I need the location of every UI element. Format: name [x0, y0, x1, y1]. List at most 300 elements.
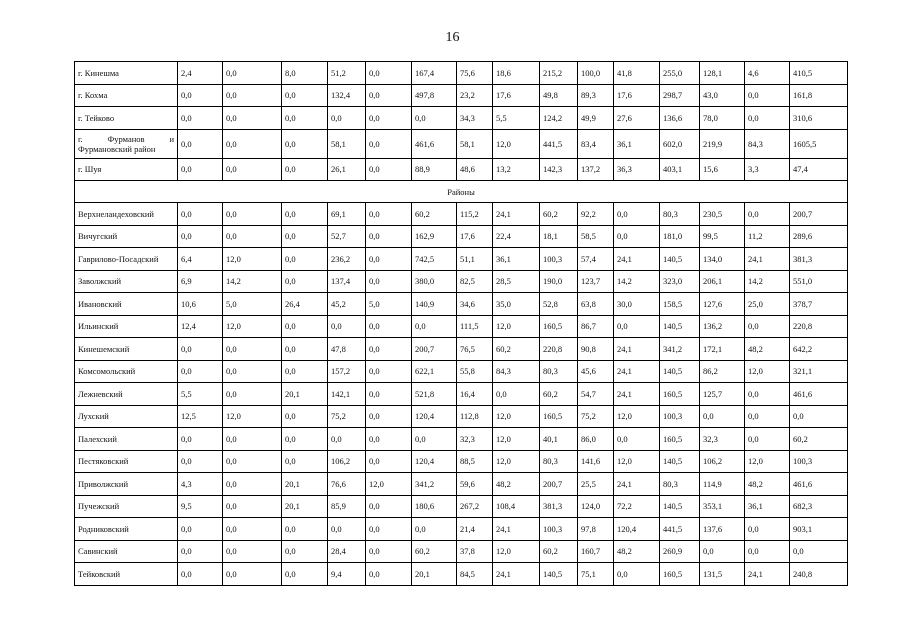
table-cell: 48,6	[457, 158, 493, 181]
row-name-cell: г. Шуя	[75, 158, 178, 181]
table-cell: 24,1	[493, 518, 540, 541]
table-cell: 0,0	[282, 450, 328, 473]
table-cell: 0,0	[178, 225, 223, 248]
table-row	[75, 383, 848, 406]
table-cell: 403,1	[660, 158, 700, 181]
table-cell: 13,2	[493, 158, 540, 181]
table-cell: 410,5	[790, 62, 848, 85]
table-cell: 0,0	[282, 338, 328, 361]
row-name-cell: Савинский	[75, 540, 178, 563]
table-cell: 200,7	[540, 473, 578, 496]
table-cell: 48,2	[493, 473, 540, 496]
table-cell: 215,2	[540, 62, 578, 85]
table-cell: 0,0	[614, 203, 660, 226]
table-cell: 23,2	[457, 84, 493, 107]
table-cell: 236,2	[328, 248, 366, 271]
table-cell: 100,3	[540, 518, 578, 541]
table-cell: 20,1	[412, 563, 457, 586]
table-cell: 0,0	[700, 405, 745, 428]
table-cell: 24,1	[614, 360, 660, 383]
table-cell: 17,6	[614, 84, 660, 107]
table-cell: 58,5	[578, 225, 614, 248]
table-cell: 0,0	[282, 129, 328, 158]
row-name-cell: Ильинский	[75, 315, 178, 338]
table-cell: 190,0	[540, 270, 578, 293]
table-cell: 100,3	[540, 248, 578, 271]
table-cell: 0,0	[178, 84, 223, 107]
table-cell: 160,5	[540, 315, 578, 338]
row-name-cell: Лежневский	[75, 383, 178, 406]
table-cell: 100,3	[660, 405, 700, 428]
table-cell: 86,2	[700, 360, 745, 383]
table-cell: 380,0	[412, 270, 457, 293]
table-cell: 378,7	[790, 293, 848, 316]
table-cell: 48,2	[745, 473, 790, 496]
table-cell: 161,8	[790, 84, 848, 107]
table-cell: 60,2	[540, 540, 578, 563]
table-cell: 100,0	[578, 62, 614, 85]
page-number: 16	[445, 30, 460, 45]
table-cell: 12,5	[178, 405, 223, 428]
table-cell: 24,1	[614, 473, 660, 496]
table-cell: 353,1	[700, 495, 745, 518]
table-cell: 6,9	[178, 270, 223, 293]
table-cell: 172,1	[700, 338, 745, 361]
table-cell: 37,8	[457, 540, 493, 563]
row-name-cell: г. Кинешма	[75, 62, 178, 85]
table-cell: 0,0	[223, 540, 282, 563]
table-cell: 88,9	[412, 158, 457, 181]
table-cell: 0,0	[790, 405, 848, 428]
table-row	[75, 293, 848, 316]
table-cell: 12,0	[493, 405, 540, 428]
table-cell: 0,0	[366, 62, 412, 85]
table-cell: 341,2	[412, 473, 457, 496]
section-row	[75, 181, 848, 203]
table-cell: 0,0	[178, 540, 223, 563]
table-cell: 36,1	[614, 129, 660, 158]
table-cell: 381,3	[790, 248, 848, 271]
table-cell: 0,0	[366, 450, 412, 473]
table-cell: 310,6	[790, 107, 848, 130]
table-cell: 0,0	[745, 383, 790, 406]
table-row	[75, 270, 848, 293]
table-cell: 0,0	[328, 428, 366, 451]
table-cell: 381,3	[540, 495, 578, 518]
table-cell: 8,0	[282, 62, 328, 85]
table-row	[75, 129, 848, 158]
table-cell: 0,0	[223, 107, 282, 130]
table-cell: 32,3	[457, 428, 493, 451]
table-row	[75, 338, 848, 361]
table-cell: 0,0	[282, 84, 328, 107]
table-cell: 80,3	[540, 360, 578, 383]
table-cell: 136,6	[660, 107, 700, 130]
table-cell: 158,5	[660, 293, 700, 316]
table-cell: 220,8	[540, 338, 578, 361]
table-cell: 24,1	[614, 338, 660, 361]
table-cell: 0,0	[178, 107, 223, 130]
table-cell: 48,2	[745, 338, 790, 361]
table-cell: 63,8	[578, 293, 614, 316]
table-cell: 60,2	[493, 338, 540, 361]
table-cell: 0,0	[223, 428, 282, 451]
table-cell: 461,6	[412, 129, 457, 158]
table-cell: 0,0	[223, 450, 282, 473]
table-cell: 0,0	[282, 518, 328, 541]
table-cell: 58,1	[328, 129, 366, 158]
table-cell: 86,7	[578, 315, 614, 338]
table-cell: 82,5	[457, 270, 493, 293]
table-cell: 69,1	[328, 203, 366, 226]
table-cell: 0,0	[223, 225, 282, 248]
table-cell: 0,0	[366, 563, 412, 586]
table-cell: 12,0	[223, 315, 282, 338]
table-cell: 11,2	[745, 225, 790, 248]
row-name-cell: Приволжский	[75, 473, 178, 496]
table-cell: 80,3	[660, 473, 700, 496]
district-rows	[75, 203, 848, 586]
table-cell: 36,1	[493, 248, 540, 271]
table-cell: 0,0	[328, 315, 366, 338]
table-cell: 0,0	[223, 383, 282, 406]
table-cell: 0,0	[223, 62, 282, 85]
table-cell: 12,0	[614, 450, 660, 473]
table-cell: 0,0	[493, 383, 540, 406]
table-cell: 0,0	[282, 405, 328, 428]
table-cell: 5,5	[178, 383, 223, 406]
table-cell: 120,4	[412, 450, 457, 473]
table-cell: 14,2	[614, 270, 660, 293]
table-row	[75, 540, 848, 563]
table-cell: 26,1	[328, 158, 366, 181]
table-cell: 54,7	[578, 383, 614, 406]
table-cell: 0,0	[366, 518, 412, 541]
table-cell: 134,0	[700, 248, 745, 271]
table-cell: 112,8	[457, 405, 493, 428]
table-cell: 140,5	[660, 450, 700, 473]
table-cell: 142,1	[328, 383, 366, 406]
table-cell: 0,0	[223, 203, 282, 226]
table-cell: 0,0	[178, 203, 223, 226]
table-cell: 12,4	[178, 315, 223, 338]
table-cell: 0,0	[412, 107, 457, 130]
table-cell: 75,1	[578, 563, 614, 586]
table-cell: 136,2	[700, 315, 745, 338]
table-cell: 12,0	[493, 315, 540, 338]
table-cell: 321,1	[790, 360, 848, 383]
table-cell: 0,0	[366, 107, 412, 130]
table-cell: 162,9	[412, 225, 457, 248]
table-cell: 267,2	[457, 495, 493, 518]
table-cell: 200,7	[790, 203, 848, 226]
table-cell: 298,7	[660, 84, 700, 107]
table-cell: 0,0	[223, 473, 282, 496]
table-cell: 0,0	[412, 315, 457, 338]
table-cell: 0,0	[178, 428, 223, 451]
table-cell: 0,0	[700, 540, 745, 563]
table-cell: 12,0	[745, 360, 790, 383]
table-cell: 4,3	[178, 473, 223, 496]
table-cell: 12,0	[493, 129, 540, 158]
table-cell: 0,0	[223, 84, 282, 107]
table-cell: 12,0	[223, 248, 282, 271]
table-cell: 47,4	[790, 158, 848, 181]
table-cell: 0,0	[282, 563, 328, 586]
table-cell: 140,5	[660, 248, 700, 271]
city-rows	[75, 62, 848, 181]
table-cell: 132,4	[328, 84, 366, 107]
table-cell: 0,0	[614, 315, 660, 338]
table-cell: 140,5	[660, 315, 700, 338]
table-cell: 142,3	[540, 158, 578, 181]
table-cell: 140,5	[540, 563, 578, 586]
table-cell: 602,0	[660, 129, 700, 158]
table-cell: 34,3	[457, 107, 493, 130]
table-cell: 12,0	[493, 428, 540, 451]
table-cell: 0,0	[282, 270, 328, 293]
table-cell: 0,0	[366, 428, 412, 451]
table-cell: 5,5	[493, 107, 540, 130]
table-cell: 0,0	[366, 338, 412, 361]
table-cell: 26,4	[282, 293, 328, 316]
table-cell: 60,2	[540, 203, 578, 226]
table-row	[75, 84, 848, 107]
table-cell: 60,2	[412, 540, 457, 563]
table-cell: 88,5	[457, 450, 493, 473]
table-cell: 0,0	[178, 360, 223, 383]
table-cell: 260,9	[660, 540, 700, 563]
table-cell: 75,6	[457, 62, 493, 85]
table-cell: 92,2	[578, 203, 614, 226]
table-cell: 0,0	[178, 338, 223, 361]
table-row	[75, 405, 848, 428]
row-name-cell: Палехский	[75, 428, 178, 451]
table-row	[75, 518, 848, 541]
row-name-cell: Лухский	[75, 405, 178, 428]
table-cell: 5,0	[366, 293, 412, 316]
table-cell: 140,9	[412, 293, 457, 316]
table-cell: 0,0	[366, 405, 412, 428]
table-cell: 24,1	[493, 203, 540, 226]
table-cell: 0,0	[366, 270, 412, 293]
table-cell: 20,1	[282, 473, 328, 496]
table-cell: 160,5	[660, 383, 700, 406]
table-cell: 551,0	[790, 270, 848, 293]
table-cell: 0,0	[366, 495, 412, 518]
table-cell: 25,5	[578, 473, 614, 496]
table-cell: 0,0	[412, 428, 457, 451]
table-cell: 0,0	[282, 315, 328, 338]
table-cell: 48,2	[614, 540, 660, 563]
table-cell: 12,0	[745, 450, 790, 473]
table-cell: 60,2	[412, 203, 457, 226]
table-cell: 40,1	[540, 428, 578, 451]
table-cell: 206,1	[700, 270, 745, 293]
table-cell: 35,0	[493, 293, 540, 316]
table-cell: 14,2	[745, 270, 790, 293]
table-cell: 45,2	[328, 293, 366, 316]
table-cell: 0,0	[178, 518, 223, 541]
table-cell: 0,0	[614, 563, 660, 586]
row-name-cell: Ивановский	[75, 293, 178, 316]
row-name-cell: г. Тейково	[75, 107, 178, 130]
table-cell: 25,0	[745, 293, 790, 316]
table-cell: 137,2	[578, 158, 614, 181]
row-name-cell: Верхнеландеховский	[75, 203, 178, 226]
table-row	[75, 428, 848, 451]
table-cell: 461,6	[790, 473, 848, 496]
table-row	[75, 203, 848, 226]
table-cell: 30,0	[614, 293, 660, 316]
table-cell: 14,2	[223, 270, 282, 293]
table-cell: 75,2	[328, 405, 366, 428]
data-table	[74, 61, 848, 586]
table-cell: 167,4	[412, 62, 457, 85]
row-name-cell: Кинешемский	[75, 338, 178, 361]
table-cell: 141,6	[578, 450, 614, 473]
table-cell: 12,0	[493, 450, 540, 473]
table-cell: 57,4	[578, 248, 614, 271]
row-name-cell: Комсомольский	[75, 360, 178, 383]
table-cell: 123,7	[578, 270, 614, 293]
table-cell: 108,4	[493, 495, 540, 518]
table-cell: 24,1	[745, 563, 790, 586]
table-cell: 85,9	[328, 495, 366, 518]
table-cell: 27,6	[614, 107, 660, 130]
table-cell: 34,6	[457, 293, 493, 316]
table-cell: 0,0	[223, 360, 282, 383]
table-cell: 219,9	[700, 129, 745, 158]
table-cell: 9,4	[328, 563, 366, 586]
table-cell: 24,1	[614, 383, 660, 406]
table-cell: 140,5	[660, 360, 700, 383]
table-row	[75, 360, 848, 383]
table-cell: 78,0	[700, 107, 745, 130]
table-cell: 0,0	[223, 495, 282, 518]
table-cell: 682,3	[790, 495, 848, 518]
table-cell: 622,1	[412, 360, 457, 383]
table-cell: 137,4	[328, 270, 366, 293]
table-cell: 441,5	[660, 518, 700, 541]
table-row	[75, 450, 848, 473]
table-cell: 106,2	[328, 450, 366, 473]
table-cell: 131,5	[700, 563, 745, 586]
table-cell: 84,3	[745, 129, 790, 158]
table-cell: 20,1	[282, 383, 328, 406]
table-cell: 200,7	[412, 338, 457, 361]
table-row	[75, 225, 848, 248]
table-cell: 2,4	[178, 62, 223, 85]
table-cell: 76,5	[457, 338, 493, 361]
table-cell: 55,8	[457, 360, 493, 383]
table-cell: 24,1	[745, 248, 790, 271]
table-cell: 97,8	[578, 518, 614, 541]
table-cell: 80,3	[540, 450, 578, 473]
table-cell: 52,8	[540, 293, 578, 316]
table-cell: 89,3	[578, 84, 614, 107]
table-cell: 125,7	[700, 383, 745, 406]
table-cell: 28,5	[493, 270, 540, 293]
table-cell: 0,0	[614, 428, 660, 451]
table-cell: 255,0	[660, 62, 700, 85]
table-cell: 18,6	[493, 62, 540, 85]
table-cell: 0,0	[178, 158, 223, 181]
table-cell: 24,1	[614, 248, 660, 271]
table-cell: 17,6	[493, 84, 540, 107]
table-cell: 0,0	[790, 540, 848, 563]
table-cell: 60,2	[540, 383, 578, 406]
table-cell: 5,0	[223, 293, 282, 316]
table-cell: 0,0	[282, 203, 328, 226]
table-cell: 0,0	[178, 563, 223, 586]
table-cell: 0,0	[366, 540, 412, 563]
table-cell: 0,0	[614, 225, 660, 248]
table-cell: 0,0	[223, 158, 282, 181]
table-cell: 17,6	[457, 225, 493, 248]
row-name-cell: г. Фурманов и Фурмановский район	[75, 129, 178, 158]
table-cell: 15,6	[700, 158, 745, 181]
table-cell: 160,5	[660, 428, 700, 451]
table-cell: 0,0	[178, 450, 223, 473]
table-cell: 0,0	[366, 248, 412, 271]
table-cell: 140,5	[660, 495, 700, 518]
table-cell: 160,5	[660, 563, 700, 586]
table-cell: 9,5	[178, 495, 223, 518]
table-cell: 43,0	[700, 84, 745, 107]
table-cell: 90,8	[578, 338, 614, 361]
table-cell: 49,8	[540, 84, 578, 107]
table-row	[75, 495, 848, 518]
table-cell: 0,0	[366, 203, 412, 226]
row-name-cell: Заволжский	[75, 270, 178, 293]
table-cell: 3,3	[745, 158, 790, 181]
row-name-cell: Гаврилово-Посадский	[75, 248, 178, 271]
table-cell: 0,0	[223, 518, 282, 541]
table-cell: 0,0	[366, 158, 412, 181]
table-cell: 180,6	[412, 495, 457, 518]
table-cell: 20,1	[282, 495, 328, 518]
table-cell: 45,6	[578, 360, 614, 383]
table-cell: 120,4	[614, 518, 660, 541]
table-cell: 12,0	[223, 405, 282, 428]
table-cell: 16,4	[457, 383, 493, 406]
table-cell: 323,0	[660, 270, 700, 293]
row-name-cell: Вичугский	[75, 225, 178, 248]
table-cell: 0,0	[745, 405, 790, 428]
table-cell: 10,6	[178, 293, 223, 316]
table-cell: 18,1	[540, 225, 578, 248]
table-cell: 28,4	[328, 540, 366, 563]
table-cell: 220,8	[790, 315, 848, 338]
table-cell: 0,0	[328, 107, 366, 130]
table-row	[75, 62, 848, 85]
table-cell: 52,7	[328, 225, 366, 248]
table-cell: 76,6	[328, 473, 366, 496]
table-cell: 49,9	[578, 107, 614, 130]
table-cell: 127,6	[700, 293, 745, 316]
table-cell: 0,0	[282, 248, 328, 271]
table-cell: 120,4	[412, 405, 457, 428]
table-cell: 0,0	[366, 129, 412, 158]
table-cell: 0,0	[745, 315, 790, 338]
table-cell: 111,5	[457, 315, 493, 338]
table-cell: 0,0	[745, 203, 790, 226]
table-cell: 80,3	[660, 203, 700, 226]
table-cell: 160,5	[540, 405, 578, 428]
table-cell: 160,7	[578, 540, 614, 563]
table-cell: 0,0	[223, 338, 282, 361]
